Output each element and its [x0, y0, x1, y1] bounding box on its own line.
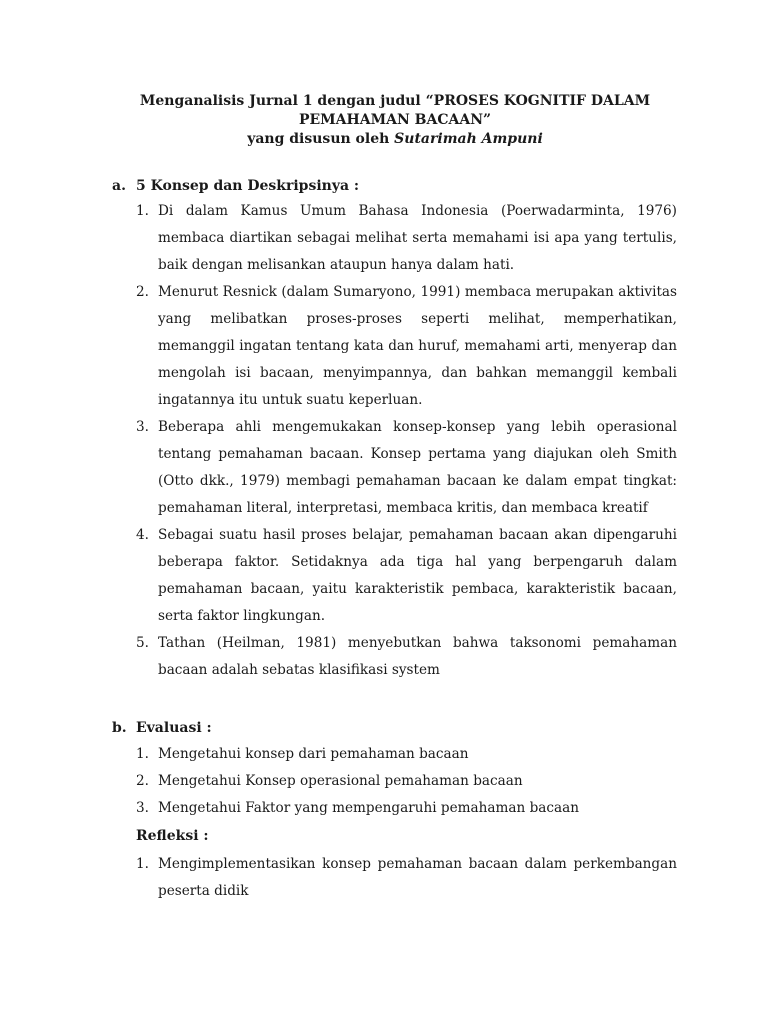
- title-byline: yang disusun oleh: [247, 131, 395, 147]
- list-item-text: Mengetahui konsep dari pemahaman bacaan: [158, 746, 469, 762]
- section-b-heading: [112, 718, 212, 738]
- list-item-number: 2.: [136, 284, 149, 300]
- list-item-text: Sebagai suatu hasil proses belajar, pemahaman bacaan akan dipengaruhi beberapa faktor. Setidaknya ada tiga hal yang berpengaruh dalam pemahaman bacaan, yaitu karakteristik pembaca, karakteristik bacaan, serta faktor lingkungan.: [158, 527, 677, 624]
- list-item-number: 1.: [136, 746, 149, 762]
- list-item: [136, 851, 677, 905]
- document-title: [112, 92, 678, 149]
- list-item: [136, 414, 677, 522]
- list-item: [136, 630, 677, 684]
- title-line-3: [112, 130, 678, 149]
- section-b-list: [136, 741, 677, 822]
- list-item-number: 4.: [136, 527, 149, 543]
- section-a-letter: a.: [112, 178, 126, 194]
- list-item-text: Di dalam Kamus Umum Bahasa Indonesia (Poerwadarminta, 1976) membaca diartikan sebagai melihat serta memahami isi apa yang tertulis, baik dengan melisankan ataupun hanya dalam hati.: [158, 203, 677, 273]
- section-b-letter: b.: [112, 720, 127, 736]
- list-item-text: Mengetahui Faktor yang mempengaruhi pemahaman bacaan: [158, 800, 579, 816]
- list-item-number: 5.: [136, 635, 149, 651]
- list-item: [136, 768, 677, 795]
- list-item: [136, 522, 677, 630]
- title-line-2: PEMAHAMAN BACAAN”: [298, 112, 492, 128]
- section-a-title: 5 Konsep dan Deskripsinya :: [136, 178, 360, 194]
- list-item-number: 2.: [136, 773, 149, 789]
- list-item: [136, 741, 677, 768]
- list-item-number: 1.: [136, 856, 149, 872]
- refleksi-heading: Refleksi :: [136, 828, 209, 844]
- list-item-text: Beberapa ahli mengemukakan konsep-konsep yang lebih operasional tentang pemahaman bacaan. Konsep pertama yang diajukan oleh Smith (Otto dkk., 1979) membagi pemahaman bacaan ke dalam empat tingkat: pemahaman literal, interpretasi, membaca kritis, dan membaca kreatif: [158, 419, 677, 516]
- list-item-number: 1.: [136, 203, 149, 219]
- list-item: [136, 279, 677, 414]
- section-a-list: [136, 198, 677, 684]
- refleksi-list: [136, 851, 677, 905]
- title-author: Sutarimah Ampuni: [394, 131, 543, 147]
- list-item-text: Menurut Resnick (dalam Sumaryono, 1991) membaca merupakan aktivitas yang melibatkan proses-proses seperti melihat, memperhatikan, memanggil ingatan tentang kata dan huruf, memahami arti, menyerap dan mengolah isi bacaan, menyimpannya, dan bahkan memanggil kembali ingatannya itu untuk suatu keperluan.: [158, 284, 677, 408]
- list-item-number: 3.: [136, 800, 149, 816]
- list-item-number: 3.: [136, 419, 149, 435]
- list-item: [136, 795, 677, 822]
- title-line-1: Menganalisis Jurnal 1 dengan judul “PROSES KOGNITIF DALAM: [139, 93, 651, 109]
- section-a-heading: [112, 176, 359, 196]
- section-b-title: Evaluasi :: [136, 720, 212, 736]
- list-item: [136, 198, 677, 279]
- list-item-text: Mengetahui Konsep operasional pemahaman bacaan: [158, 773, 523, 789]
- list-item-text: Tathan (Heilman, 1981) menyebutkan bahwa taksonomi pemahaman bacaan adalah sebatas klasifikasi system: [158, 635, 677, 678]
- list-item-text: Mengimplementasikan konsep pemahaman bacaan dalam perkembangan peserta didik: [158, 856, 677, 899]
